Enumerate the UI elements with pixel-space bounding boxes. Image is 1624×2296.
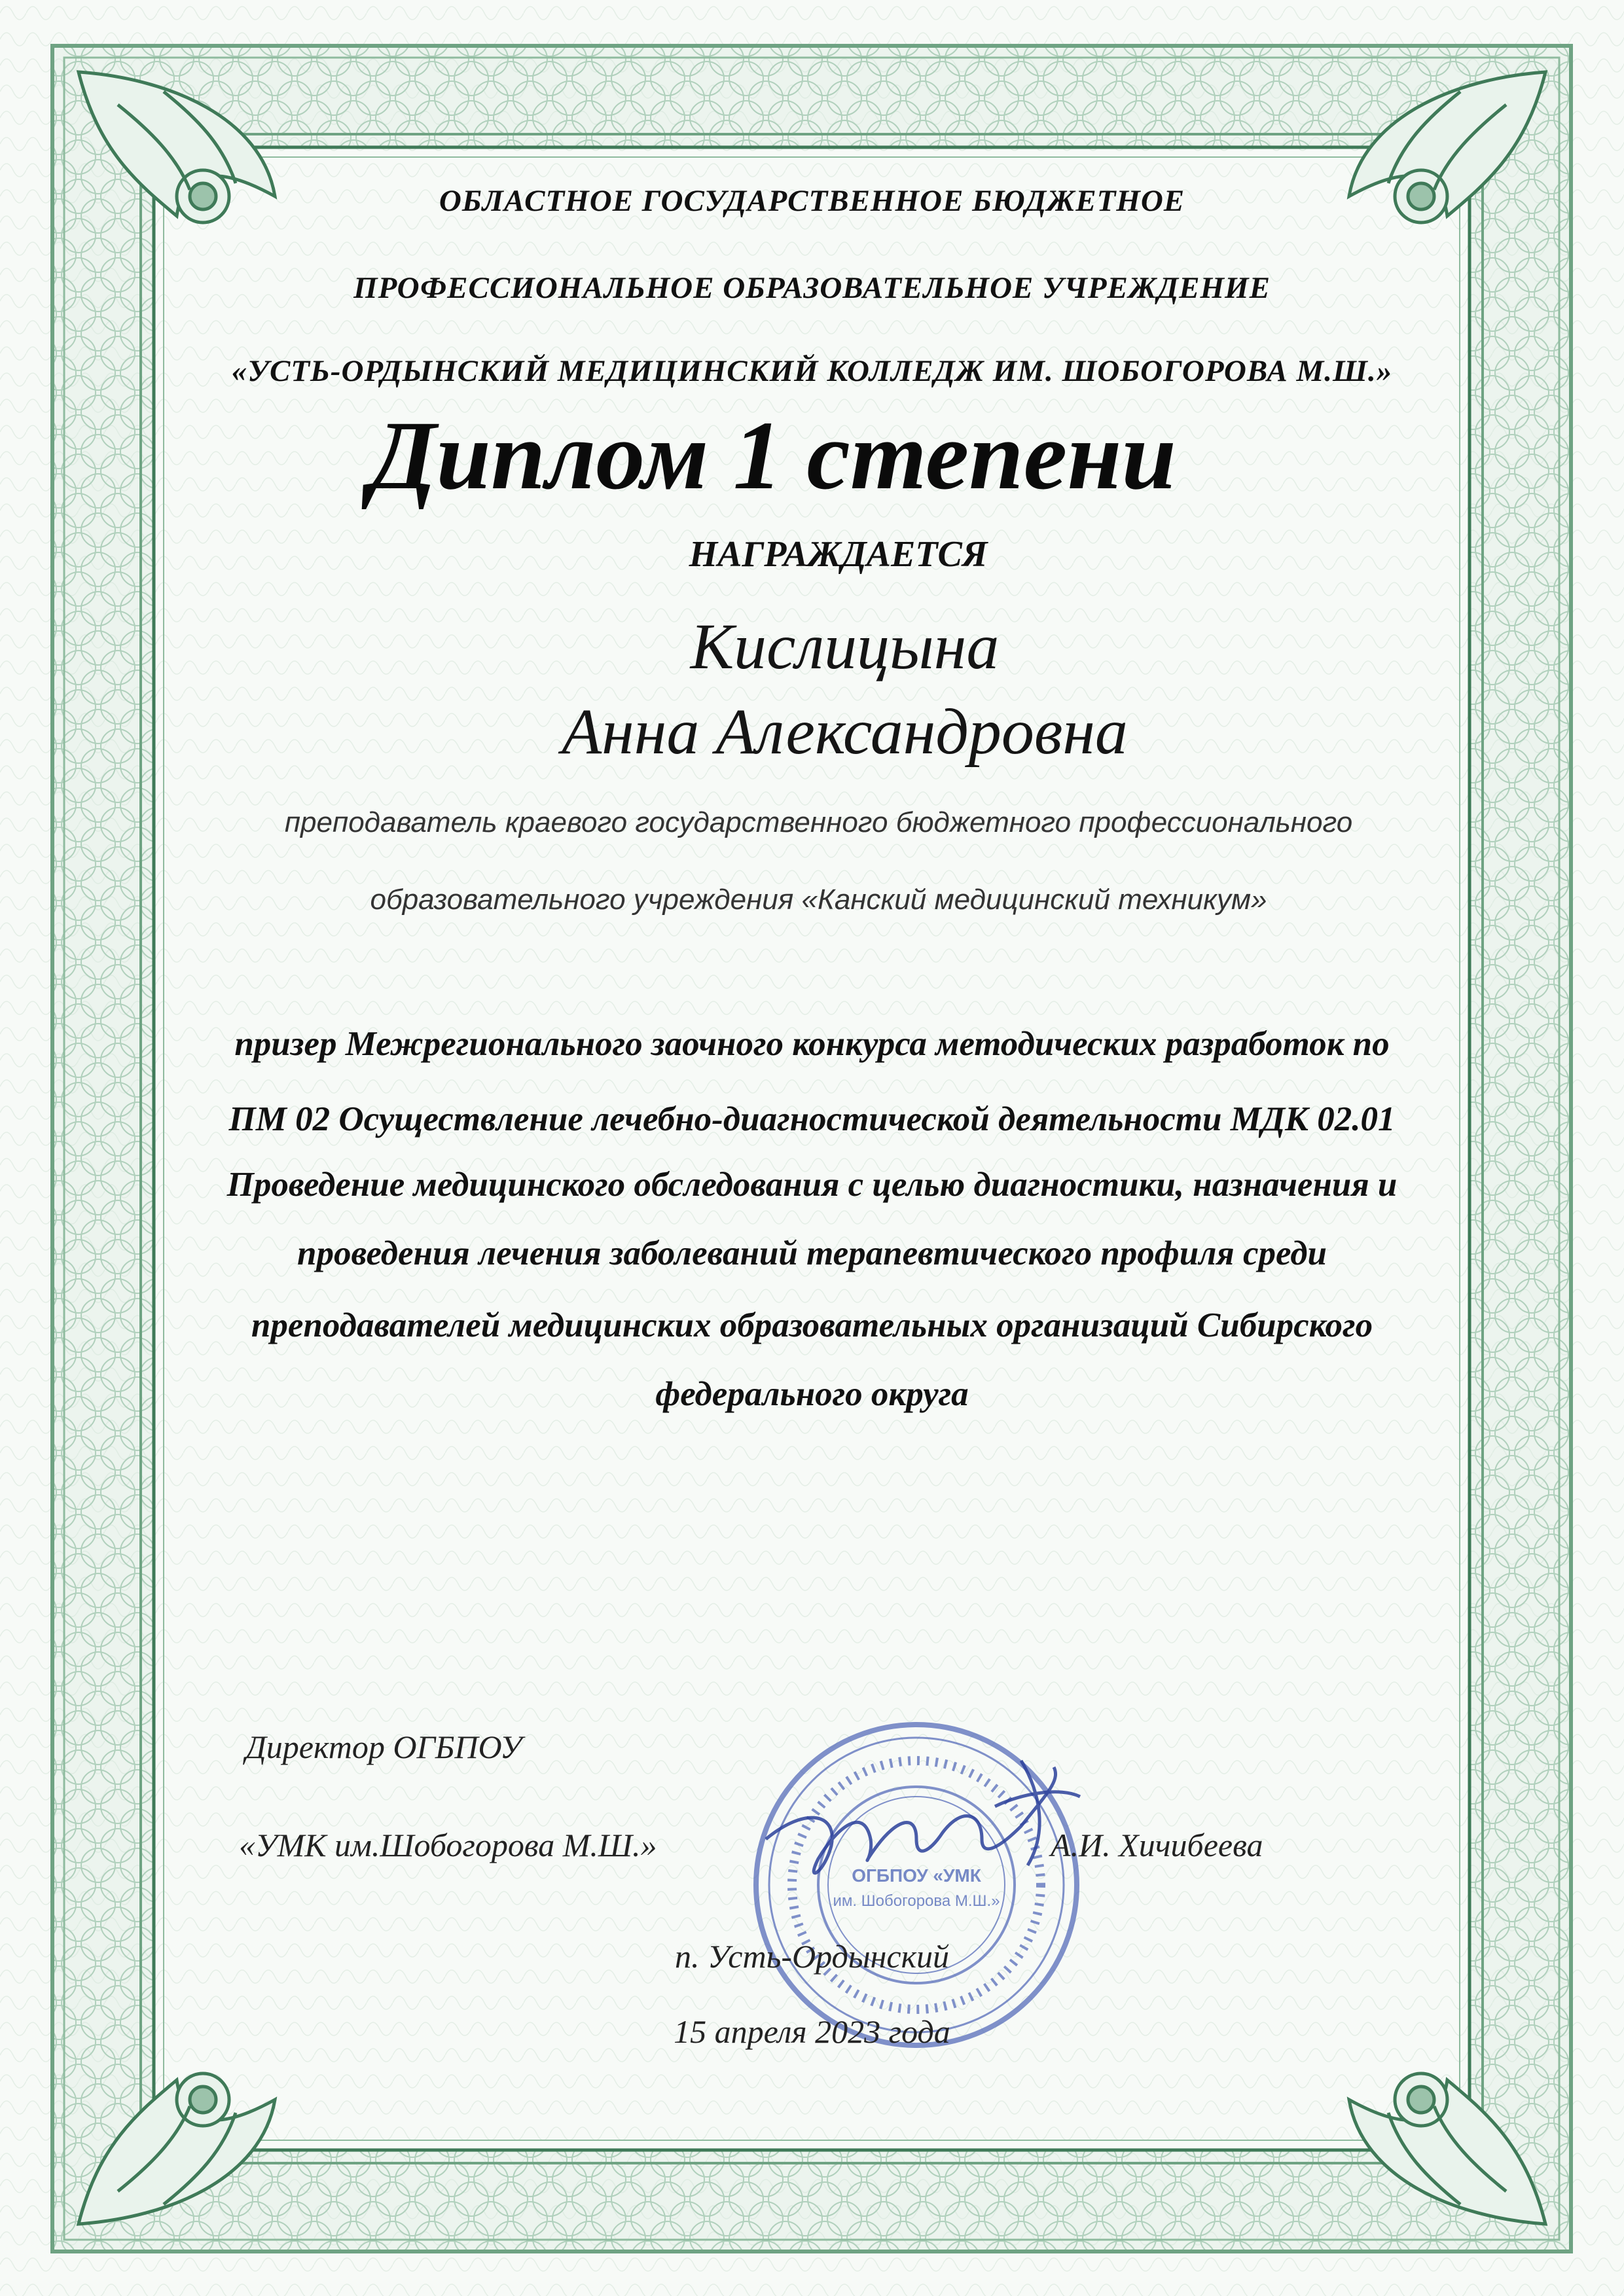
position-line-1: преподаватель краевого государственного бюджетного профессионального bbox=[284, 806, 1353, 838]
position-line-2: образовательного учреждения «Канский медицинский техникум» bbox=[370, 884, 1267, 916]
header-line-3: «УСТЬ-ОРДЫНСКИЙ МЕДИЦИНСКИЙ КОЛЛЕДЖ ИМ. ШОБОГОРОВА М.Ш.» bbox=[231, 354, 1393, 388]
description-line-5: преподавателей медицинских образовательных организаций Сибирского bbox=[251, 1306, 1373, 1344]
signatory-role-line-1: Директор ОГБПОУ bbox=[245, 1729, 522, 1765]
issue-date: 15 апреля 2023 года bbox=[674, 2013, 950, 2050]
recipient-surname: Кислицына bbox=[690, 610, 1000, 683]
diploma-title: Диплом 1 степени bbox=[369, 401, 1176, 510]
description-line-2: ПМ 02 Осуществление лечебно-диагностической деятельности МДК 02.01 bbox=[228, 1100, 1396, 1138]
signatory-role-line-2: «УМК им.Шобогорова М.Ш.» bbox=[239, 1827, 657, 1863]
header-line-1: ОБЛАСТНОЕ ГОСУДАРСТВЕННОЕ БЮДЖЕТНОЕ bbox=[439, 184, 1185, 218]
description-line-1: призер Межрегионального заочного конкурса методических разработок по bbox=[234, 1025, 1390, 1063]
description-line-4: проведения лечения заболеваний терапевтического профиля среди bbox=[297, 1234, 1327, 1272]
awarded-label: НАГРАЖДАЕТСЯ bbox=[689, 534, 988, 575]
description-line-3: Проведение медицинского обследования с целью диагностики, назначения и bbox=[226, 1166, 1398, 1204]
signatory-name: А.И. Хичибеева bbox=[1051, 1827, 1263, 1863]
stamp-center-line1: ОГБПОУ «УМК bbox=[852, 1865, 981, 1886]
place: п. Усть-Ордынский bbox=[675, 1938, 949, 1975]
header-line-2: ПРОФЕССИОНАЛЬНОЕ ОБРАЗОВАТЕЛЬНОЕ УЧРЕЖДЕНИЕ bbox=[353, 271, 1271, 305]
recipient-given-names: Анна Александровна bbox=[562, 695, 1128, 768]
stamp-center-line2: им. Шобогорова М.Ш.» bbox=[833, 1892, 1000, 1910]
description-line-6: федерального округа bbox=[655, 1375, 969, 1413]
